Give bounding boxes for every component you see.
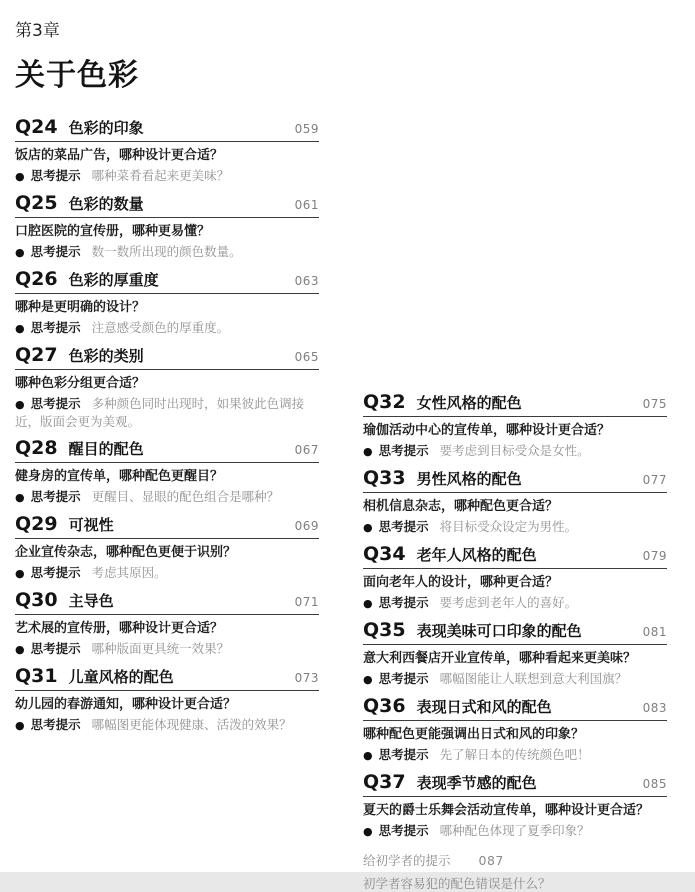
question-title: 色彩的厚重度 [68, 271, 159, 289]
toc-entry-head [363, 772, 667, 797]
page-number: 083 [642, 701, 667, 715]
question-number: Q26 [15, 268, 58, 290]
question-description: 企业宣传杂志，哪种配色更便于识别？ [15, 545, 237, 560]
bullet-icon: ● [363, 673, 373, 686]
bullet-icon: ● [15, 719, 25, 732]
question-number: Q29 [15, 513, 58, 535]
question-title: 表现日式和风的配色 [416, 698, 552, 716]
bullet-icon: ● [15, 643, 25, 656]
hint-line [15, 488, 319, 506]
page-number: 071 [294, 595, 319, 609]
hint-text: 哪种菜肴看起来更美味？ [91, 168, 230, 183]
page-number: 061 [294, 198, 319, 212]
question-number: Q30 [15, 589, 58, 611]
hint-line [15, 243, 319, 261]
beginner-tip-heading [363, 852, 667, 869]
hint-label: 思考提示 [378, 823, 429, 838]
question-number: Q32 [363, 391, 406, 413]
hint-text: 更醒目、显眼的配色组合是哪种？ [91, 489, 280, 504]
toc-entry-head [363, 544, 667, 569]
question-description: 瑜伽活动中心的宣传单，哪种设计更合适？ [363, 423, 611, 438]
bullet-icon: ● [15, 170, 25, 183]
hint-line [363, 518, 667, 536]
toc-entry-head [15, 117, 319, 142]
hint-label: 思考提示 [30, 641, 81, 656]
question-number: Q33 [363, 467, 406, 489]
hint-text: 哪种版面更具统一效果？ [91, 641, 230, 656]
hint-line [15, 167, 319, 185]
chapter-header [15, 16, 139, 94]
hint-label: 思考提示 [30, 244, 81, 259]
hint-label: 思考提示 [30, 717, 81, 732]
toc-entry [15, 117, 319, 185]
question-number: Q34 [363, 543, 406, 565]
bullet-icon: ● [363, 749, 373, 762]
hint-line [363, 822, 667, 840]
bullet-icon: ● [15, 322, 25, 335]
toc-entry [15, 193, 319, 261]
question-description: 健身房的宣传单，哪种配色更醒目？ [15, 469, 224, 484]
bullet-icon: ● [363, 445, 373, 458]
question-description: 面向老年人的设计，哪种更合适？ [363, 575, 559, 590]
hint-label: 思考提示 [378, 443, 429, 458]
hint-label: 思考提示 [378, 595, 429, 610]
toc-entry [363, 468, 667, 536]
question-number: Q36 [363, 695, 406, 717]
toc-entry-head [363, 468, 667, 493]
hint-label: 思考提示 [378, 519, 429, 534]
toc-entry [363, 696, 667, 764]
question-number: Q31 [15, 665, 58, 687]
toc-entry-head [15, 514, 319, 539]
toc-entry [15, 269, 319, 337]
question-title: 色彩的数量 [68, 195, 144, 213]
question-title: 色彩的印象 [68, 119, 144, 137]
hint-text: 考虑其原因。 [91, 565, 167, 580]
toc-entry [15, 345, 319, 430]
question-description: 艺术展的宣传册，哪种设计更合适？ [15, 621, 224, 636]
question-description: 夏天的爵士乐舞会活动宣传单，哪种设计更合适？ [363, 803, 650, 818]
hint-text: 要考虑到老年人的喜好。 [439, 595, 578, 610]
hint-text: 注意感受颜色的厚重度。 [91, 320, 230, 335]
question-number: Q35 [363, 619, 406, 641]
question-description: 哪种配色更能强调出日式和风的印象？ [363, 727, 585, 742]
question-description: 幼儿园的春游通知，哪种设计更合适？ [15, 697, 237, 712]
question-description: 饭店的菜品广告，哪种设计更合适？ [15, 148, 224, 163]
hint-label: 思考提示 [30, 565, 81, 580]
hint-label: 思考提示 [30, 320, 81, 335]
question-title: 醒目的配色 [68, 440, 144, 458]
question-number: Q27 [15, 344, 58, 366]
beginner-tip-page-number: 087 [478, 853, 504, 868]
hint-line [363, 594, 667, 612]
question-title: 女性风格的配色 [416, 394, 522, 412]
toc-column-right [363, 392, 667, 892]
beginner-tip-label: 给初学者的提示 [363, 853, 451, 868]
toc-entry-head [363, 696, 667, 721]
hint-label: 思考提示 [378, 747, 429, 762]
toc-entry [363, 544, 667, 612]
beginner-tip-text: 初学者容易犯的配色错误是什么？ [363, 876, 551, 891]
hint-line [15, 319, 319, 337]
question-title: 可视性 [68, 516, 114, 534]
question-number: Q37 [363, 771, 406, 793]
question-title: 老年人风格的配色 [416, 546, 537, 564]
question-description: 口腔医院的宣传册，哪种更易懂？ [15, 224, 211, 239]
bullet-icon: ● [363, 825, 373, 838]
hint-text: 要考虑到目标受众是女性。 [439, 443, 590, 458]
toc-entry [15, 514, 319, 582]
hint-label: 思考提示 [30, 168, 81, 183]
hint-text: 将目标受众设定为男性。 [439, 519, 578, 534]
hint-label: 思考提示 [378, 671, 429, 686]
toc-entry [363, 772, 667, 840]
question-title: 表现季节感的配色 [416, 774, 537, 792]
page-number: 059 [294, 122, 319, 136]
question-title: 儿童风格的配色 [68, 668, 174, 686]
toc-entry-head [15, 438, 319, 463]
hint-text: 数一数所出现的颜色数量。 [91, 244, 242, 259]
toc-entry [363, 620, 667, 688]
page-number: 063 [294, 274, 319, 288]
bullet-icon: ● [15, 246, 25, 259]
toc-column-left [15, 117, 319, 742]
question-description: 意大利西餐店开业宣传单，哪种看起来更美味？ [363, 651, 637, 666]
question-title: 表现美味可口印象的配色 [416, 622, 582, 640]
hint-text: 哪种配色体现了夏季印象？ [439, 823, 590, 838]
bullet-icon: ● [15, 567, 25, 580]
toc-entry-head [15, 590, 319, 615]
toc-entry-head [15, 193, 319, 218]
page-number: 065 [294, 350, 319, 364]
hint-text: 哪幅图更能体现健康、活泼的效果？ [91, 717, 292, 732]
question-description: 哪种是更明确的设计？ [15, 300, 146, 315]
question-title: 色彩的类别 [68, 347, 144, 365]
question-number: Q28 [15, 437, 58, 459]
hint-text: 先了解日本的传统颜色吧！ [439, 747, 590, 762]
page-number: 077 [642, 473, 667, 487]
hint-line [15, 564, 319, 582]
toc-entry [15, 590, 319, 658]
bullet-icon: ● [363, 521, 373, 534]
page-number: 069 [294, 519, 319, 533]
page-number: 085 [642, 777, 667, 791]
toc-entry-head [363, 392, 667, 417]
page-number: 079 [642, 549, 667, 563]
toc-entry-head [15, 345, 319, 370]
question-number: Q25 [15, 192, 58, 214]
toc-entry-head [363, 620, 667, 645]
toc-entry [15, 438, 319, 506]
hint-line [15, 640, 319, 658]
chapter-title: 关于色彩 [15, 58, 139, 93]
toc-entry [363, 392, 667, 460]
bullet-icon: ● [15, 491, 25, 504]
page-number: 081 [642, 625, 667, 639]
hint-line [363, 670, 667, 688]
toc-entry-head [15, 269, 319, 294]
hint-line [15, 716, 319, 734]
hint-label: 思考提示 [30, 396, 81, 411]
toc-entry-head [15, 666, 319, 691]
question-description: 哪种色彩分组更合适？ [15, 376, 146, 391]
hint-line [363, 746, 667, 764]
page-number: 075 [642, 397, 667, 411]
beginner-tip [363, 852, 667, 892]
question-title: 主导色 [68, 592, 114, 610]
hint-text: 哪幅图能让人联想到意大利国旗？ [439, 671, 628, 686]
question-number: Q24 [15, 116, 58, 138]
page-number: 067 [294, 443, 319, 457]
page-number: 073 [294, 671, 319, 685]
question-title: 男性风格的配色 [416, 470, 522, 488]
hint-line [15, 395, 319, 430]
bullet-icon: ● [15, 398, 25, 411]
hint-text: 多种颜色同时出现时，如果彼此色调接近，版面会更为美观。 [15, 396, 305, 429]
hint-line [363, 442, 667, 460]
chapter-number: 第3章 [15, 21, 60, 41]
hint-label: 思考提示 [30, 489, 81, 504]
bullet-icon: ● [363, 597, 373, 610]
toc-entry [15, 666, 319, 734]
question-description: 相机信息杂志，哪种配色更合适？ [363, 499, 559, 514]
